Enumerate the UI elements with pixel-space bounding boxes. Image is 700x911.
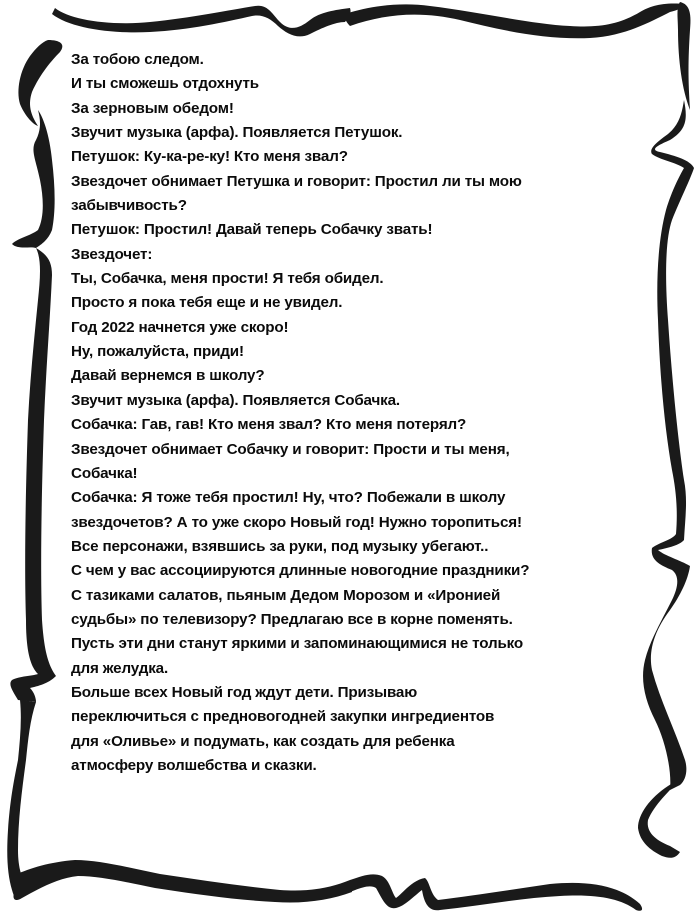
text-line: для желудка. — [71, 659, 169, 677]
text-line: За тобою следом. — [71, 51, 204, 68]
right-border-stroke — [643, 100, 694, 790]
text-line: Год 2022 начнется уже скоро! — [71, 318, 289, 336]
text-line: забывчивость? — [71, 197, 187, 215]
text-line: Все персонажи, взявшись за руки, под музыку убегают.. — [71, 537, 489, 555]
text-line: Звездочет обнимает Собачку и говорит: Прости и ты меня, — [71, 440, 510, 458]
text-line: для «Оливье» и подумать, как создать для ребенка — [71, 732, 455, 750]
text-line: Больше всех Новый год ждут дети. Призываю — [71, 683, 418, 701]
text-line: Просто я пока тебя еще и не увидел. — [71, 294, 343, 312]
text-line: Звездочет обнимает Петушка и говорит: Простил ли ты мою — [71, 172, 522, 190]
text-line: Ну, пожалуйста, приди! — [71, 343, 244, 361]
text-line: Собачка: Я тоже тебя простил! Ну, что? Побежали в школу — [71, 489, 506, 507]
text-line: Ты, Собачка, меня прости! Я тебя обидел. — [71, 270, 384, 288]
text-line: И ты сможешь отдохнуть — [71, 75, 259, 93]
text-line: За зерновым обедом! — [71, 99, 234, 117]
text-line: судьбы» по телевизору? Предлагаю все в корне поменять. — [71, 610, 513, 628]
text-line: Пусть эти дни станут яркими и запоминающимися не только — [71, 635, 524, 653]
text-line: Собачка! — [71, 464, 138, 482]
bottom-border-stroke — [350, 874, 642, 910]
text-line: Звучит музыка (арфа). Появляется Собачка. — [71, 391, 400, 409]
text-line: С тазиками салатов, пьяным Дедом Морозом и «Иронией — [71, 586, 501, 604]
document-body — [71, 48, 631, 778]
text-line: атмосферу волшебства и сказки. — [71, 756, 317, 774]
top-border-stroke — [52, 6, 351, 37]
text-line: Петушок: Простил! Давай теперь Собачку звать! — [71, 221, 433, 239]
left-border-stroke — [10, 110, 56, 702]
text-line: переключиться с предновогодней закупки ингредиентов — [71, 708, 495, 726]
text-line: Собачка: Гав, гав! Кто меня звал? Кто меня потерял? — [71, 416, 467, 434]
text-line: Давай вернемся в школу? — [71, 367, 265, 385]
text-line: Звездочет: — [71, 245, 153, 263]
text-line: С чем у вас ассоциируются длинные новогодние праздники? — [71, 562, 530, 580]
text-line: звездочетов? А то уже скоро Новый год! Нужно торопиться! — [71, 513, 522, 531]
text-line: Звучит музыка (арфа). Появляется Петушок. — [71, 124, 403, 142]
text-line: Петушок: Ку-ка-ре-ку! Кто меня звал? — [71, 148, 348, 166]
